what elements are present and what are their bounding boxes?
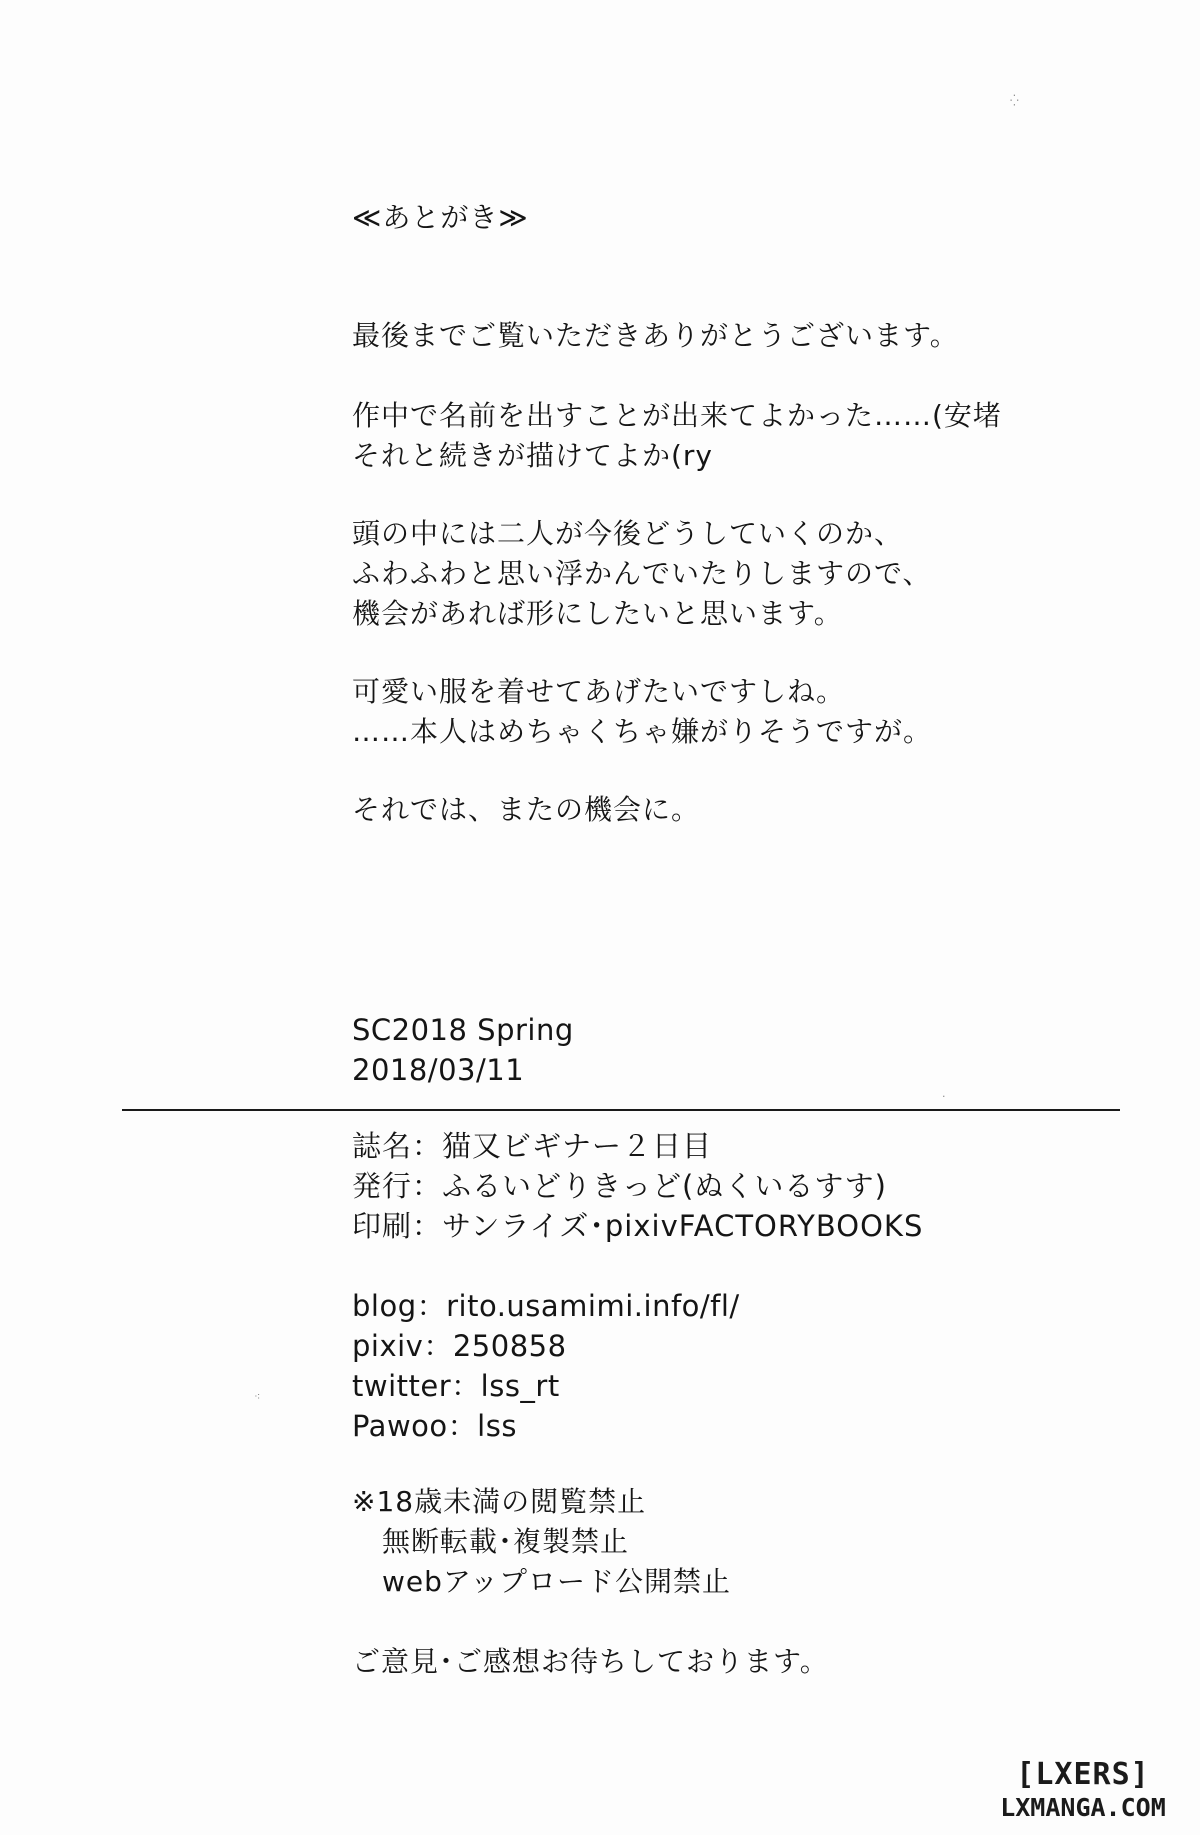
pixiv-id: pixiv：250858 — [352, 1329, 567, 1363]
paragraph-line: それと続きが描けてよか(ry — [352, 439, 714, 472]
watermark-top: [LXERS] — [1016, 1757, 1150, 1792]
site-watermark — [988, 1757, 1178, 1823]
book-title: 誌名：猫又ビギナー２日目 — [352, 1129, 713, 1163]
event-info — [352, 1010, 574, 1090]
scan-speck: ⁖ — [254, 1390, 261, 1403]
afterword-paragraph-4 — [352, 672, 932, 752]
afterword-paragraph-1 — [352, 316, 959, 356]
notice-line: 無断転載･複製禁止 — [382, 1525, 630, 1558]
scan-speck: ⁛ — [1010, 94, 1019, 107]
paragraph-line: 最後までご覧いただきありがとうございます。 — [352, 319, 959, 352]
blog-link: blog：rito.usamimi.info/fl/ — [352, 1289, 740, 1323]
event-date: 2018/03/11 — [352, 1053, 525, 1087]
pawoo-handle: Pawoo：lss — [352, 1409, 517, 1443]
paragraph-line: 頭の中には二人が今後どうしていくのか、 — [352, 517, 904, 550]
scan-speck: · — [942, 1090, 946, 1103]
closing-text: ご意見･ご感想お待ちしております。 — [352, 1645, 829, 1678]
notice-line: webアップロード公開禁止 — [382, 1565, 731, 1598]
publisher: 発行：ふるいどりきっど(ぬくいるすす) — [352, 1169, 887, 1203]
notice-line: ※18歳未満の閲覧禁止 — [352, 1485, 647, 1518]
printer: 印刷：サンライズ･pixivFACTORYBOOKS — [352, 1209, 924, 1243]
watermark-bottom: LXMANGA.COM — [1000, 1793, 1166, 1822]
paragraph-line: ふわふわと思い浮かんでいたりしますので、 — [352, 557, 932, 590]
author-links — [352, 1286, 740, 1446]
paragraph-line: 可愛い服を着せてあげたいですしね。 — [352, 675, 846, 708]
colophon — [352, 1126, 923, 1246]
twitter-handle: twitter：lss_rt — [352, 1369, 560, 1403]
restriction-notice — [352, 1482, 731, 1602]
afterword-paragraph-2 — [352, 396, 1002, 476]
closing-message — [352, 1642, 829, 1682]
afterword-paragraph-3 — [352, 514, 931, 634]
divider-line — [122, 1109, 1120, 1111]
paragraph-line: 作中で名前を出すことが出来てよかった……(安堵 — [352, 399, 1002, 432]
afterword-heading — [352, 198, 529, 238]
heading-text: ≪あとがき≫ — [352, 201, 529, 234]
event-name: SC2018 Spring — [352, 1013, 574, 1047]
paragraph-line: それでは、またの機会に。 — [352, 793, 701, 826]
paragraph-line: 機会があれば形にしたいと思います。 — [352, 597, 843, 630]
paragraph-line: ……本人はめちゃくちゃ嫌がりそうですが。 — [352, 715, 933, 748]
afterword-paragraph-5 — [352, 790, 700, 830]
